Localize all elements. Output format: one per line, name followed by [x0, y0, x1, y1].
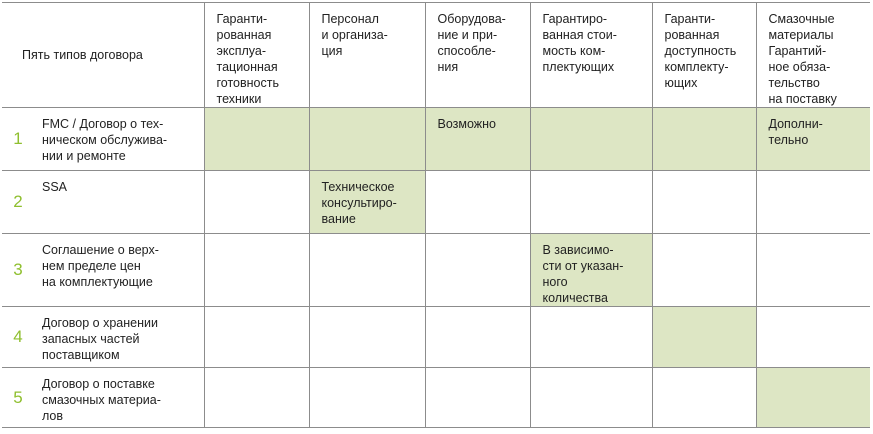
table-cell: [204, 108, 309, 171]
table-cell: [425, 171, 530, 234]
table-cell: [756, 307, 870, 368]
column-header-parts-availability: Гаранти- рованная доступность комплекту- ющих: [652, 3, 756, 108]
table-cell: [756, 171, 870, 234]
contract-type-name: SSA: [34, 171, 204, 234]
table-row: [2, 368, 870, 428]
row-number: 4: [2, 307, 34, 368]
contract-type-name: Договор о поставке смазочных материа- лов: [34, 368, 204, 428]
table-cell: [652, 171, 756, 234]
table-cell: [425, 234, 530, 307]
column-header-guaranteed-availability: Гаранти- рованная эксплуа- тационная готовность техники: [204, 3, 309, 108]
row-number: 1: [2, 108, 34, 171]
table-cell: [652, 108, 756, 171]
table-row: [2, 108, 870, 171]
table-cell: Техническое консультиро- вание: [309, 171, 425, 234]
contract-types-header: Пять типов договора: [2, 3, 204, 108]
contract-type-name: Соглашение о верх- нем пределе цен на комплектующие: [34, 234, 204, 307]
table-cell: В зависимо- сти от указан- ного количества: [530, 234, 652, 307]
contract-types-table: [2, 2, 870, 428]
contract-type-name: Договор о хранении запасных частей поставщиком: [34, 307, 204, 368]
table-cell: [425, 307, 530, 368]
table-cell: Дополни- тельно: [756, 108, 870, 171]
table-cell: [204, 234, 309, 307]
table-cell: [756, 368, 870, 428]
table-cell: [204, 171, 309, 234]
table-cell: [530, 171, 652, 234]
table-cell: [309, 108, 425, 171]
table-cell: [204, 368, 309, 428]
table-row: [2, 171, 870, 234]
row-number: 2: [2, 171, 34, 234]
table-cell: [425, 368, 530, 428]
table-cell: [309, 368, 425, 428]
row-number: 3: [2, 234, 34, 307]
table-cell: [652, 368, 756, 428]
table-cell: [756, 234, 870, 307]
table-row: [2, 307, 870, 368]
contract-type-name: FMC / Договор о тех- ническом обслужива- нии и ремонте: [34, 108, 204, 171]
table-cell: [309, 234, 425, 307]
table-cell: [530, 307, 652, 368]
table-row: [2, 234, 870, 307]
column-header-parts-cost: Гарантиро- ванная стои- мость ком- плектующих: [530, 3, 652, 108]
table-cell: [530, 368, 652, 428]
table-cell: [204, 307, 309, 368]
table-cell: [530, 108, 652, 171]
table-cell: Возможно: [425, 108, 530, 171]
table-cell: [652, 234, 756, 307]
row-number: 5: [2, 368, 34, 428]
header-row: [2, 3, 870, 108]
column-header-lubricants: Смазочные материалы Гарантий- ное обяза- тельство на поставку: [756, 3, 870, 108]
table-cell: [652, 307, 756, 368]
column-header-equipment: Оборудова- ние и при- способле- ния: [425, 3, 530, 108]
column-header-personnel: Персонал и организа- ция: [309, 3, 425, 108]
table-cell: [309, 307, 425, 368]
